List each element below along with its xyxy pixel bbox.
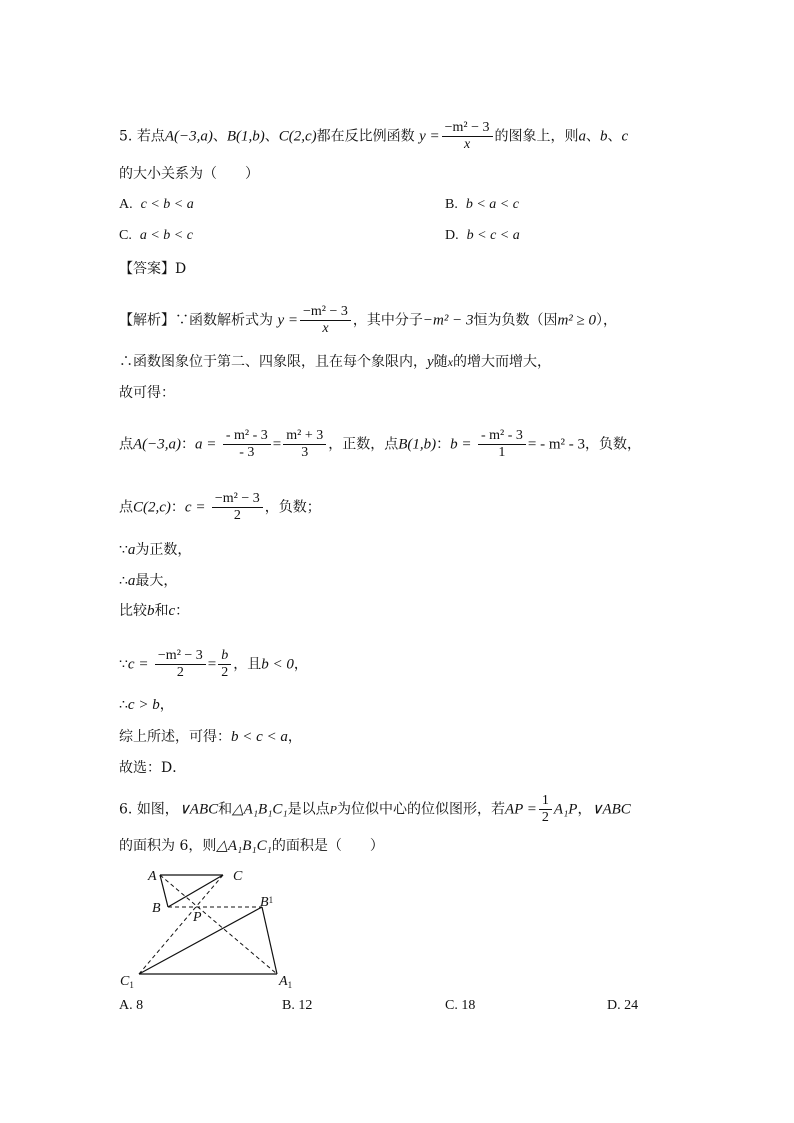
q5-analysis-l2-y: y bbox=[427, 354, 434, 370]
q5-sep2: 、 bbox=[264, 128, 279, 145]
q5-analysis-l4-f1num: - m² - 3 bbox=[223, 428, 271, 445]
q5-analysis-line9 bbox=[119, 648, 308, 681]
q5-analysis-l9-eq: = bbox=[207, 656, 217, 673]
q5-analysis-l11a: 综上所述，可得： bbox=[119, 729, 231, 745]
q5-analysis-l9a: ∵ bbox=[119, 656, 128, 673]
q6-tri1: ∨ABC bbox=[178, 801, 219, 818]
label-b: B bbox=[152, 901, 161, 916]
label-b1 bbox=[260, 895, 273, 910]
q5-func-fraction bbox=[442, 120, 493, 153]
q5-analysis-l4-mid: ，正数，点 bbox=[328, 436, 399, 453]
q5-analysis-l7b: 最大， bbox=[135, 573, 178, 589]
q5-analysis-l1-fraction bbox=[300, 304, 351, 337]
q5-analysis-l2c: 的增大而增大， bbox=[453, 354, 551, 370]
q5-point-c: C(2,c) bbox=[278, 128, 317, 145]
q6-tri4: △A₁B₁C₁ bbox=[216, 838, 272, 854]
q5-analysis-l6a: ∵ bbox=[119, 542, 128, 558]
q5-analysis-l4-f1den: - 3 bbox=[239, 445, 255, 460]
q5-analysis-l1-y: y = bbox=[277, 312, 298, 329]
dash-cc1 bbox=[139, 875, 223, 974]
q6-tri2: △A₁B₁C₁ bbox=[232, 801, 288, 818]
q5-analysis-l11b: ， bbox=[287, 729, 302, 745]
edge-b1a1 bbox=[262, 907, 277, 974]
q5-stem-part1: 若点 bbox=[136, 128, 165, 145]
q5-option-d-label: D. bbox=[445, 228, 459, 243]
q5-option-b-label: B. bbox=[445, 197, 458, 212]
label-c: C bbox=[233, 869, 243, 884]
q5-analysis-l8b: 和 bbox=[154, 603, 169, 619]
label-a: A bbox=[148, 869, 157, 884]
q5-analysis-l5-num: −m² − 3 bbox=[212, 491, 263, 508]
edge-bc bbox=[168, 875, 223, 907]
q5-analysis-l5-c: C(2,c) bbox=[133, 499, 171, 516]
q5-analysis-l10-expr: c > b bbox=[127, 697, 160, 713]
q5-analysis-l7a: ∴ bbox=[119, 573, 128, 589]
q6-ap: AP = bbox=[504, 801, 537, 818]
label-a1-letter: A bbox=[279, 974, 288, 989]
q5-analysis-l1b: ，其中分子 bbox=[352, 312, 423, 329]
q5-analysis-l5-colon: ： bbox=[170, 499, 185, 516]
q5-func-y: y = bbox=[419, 128, 440, 145]
q5-sep1: 、 bbox=[212, 128, 227, 145]
q5-analysis-l9-num: −m² − 3 bbox=[155, 648, 206, 665]
q5-stem-line2: 的大小关系为（ ） bbox=[119, 166, 259, 182]
q5-analysis-line3: 故可得： bbox=[119, 385, 175, 401]
q6-fraction bbox=[539, 793, 552, 826]
q6-stem-b: 和 bbox=[218, 801, 233, 818]
q5-analysis-line12: 故选：D． bbox=[119, 760, 187, 776]
q5-analysis-l4-frac2 bbox=[283, 428, 326, 461]
q5-analysis-l5-den: 2 bbox=[233, 508, 241, 523]
q5-sep4: 、 bbox=[607, 128, 622, 145]
q6-frac-den: 2 bbox=[541, 810, 549, 825]
q5-option-c[interactable] bbox=[119, 228, 193, 244]
q5-option-c-expr: a < b < c bbox=[139, 228, 193, 243]
q5-analysis-l4-eq: = bbox=[272, 436, 282, 453]
q5-analysis-line4 bbox=[119, 428, 641, 461]
q5-analysis-l9b: ，且 bbox=[233, 656, 262, 673]
q5-point-b: B(1,b) bbox=[226, 128, 265, 145]
q5-analysis-l4-tail: = - m² - 3 bbox=[527, 436, 586, 453]
q5-analysis-line8 bbox=[119, 601, 189, 621]
q5-analysis-l4-f2num: m² + 3 bbox=[283, 428, 326, 445]
q6-option-b[interactable]: B. 12 bbox=[282, 998, 313, 1013]
q5-analysis-l2a: ∴函数图象位于第二、四象限，且在每个象限内， bbox=[119, 354, 427, 370]
q5-option-d[interactable] bbox=[445, 228, 520, 244]
q5-option-a[interactable] bbox=[119, 197, 194, 213]
q5-option-c-label: C. bbox=[119, 228, 132, 243]
q5-analysis-l10b: ， bbox=[159, 697, 174, 713]
label-b1-letter: B bbox=[260, 895, 269, 910]
q5-analysis-l1-expr: −m² − 3 bbox=[422, 312, 474, 329]
q5-analysis-l4-pt: 点 bbox=[119, 436, 133, 453]
q5-analysis-l1c: 恒为负数（因 bbox=[473, 312, 558, 329]
label-c1-letter: C bbox=[120, 974, 130, 989]
q5-var-a: a bbox=[578, 128, 587, 145]
q5-analysis-l9-den2: 2 bbox=[221, 665, 229, 680]
q5-analysis-l4-aeq: a = bbox=[195, 436, 217, 453]
q6-option-c[interactable]: C. 18 bbox=[445, 998, 476, 1013]
q6-stem-d: 为位似中心的位似图形，若 bbox=[336, 801, 505, 818]
q6-geometry-figure bbox=[112, 864, 312, 990]
q5-analysis-l8-b: b bbox=[147, 603, 155, 619]
q5-analysis-line5 bbox=[119, 491, 321, 524]
q5-analysis-l2b: 随 bbox=[433, 354, 448, 370]
q6-stem-line2a: 的面积为 6，则 bbox=[119, 838, 217, 854]
q5-analysis-l9-den: 2 bbox=[176, 665, 184, 680]
q5-point-a: A(−3,a) bbox=[164, 128, 213, 145]
q5-analysis-l9-cond: b < 0 bbox=[261, 656, 294, 673]
q5-option-d-expr: b < c < a bbox=[466, 228, 520, 243]
q5-analysis-l1-den: x bbox=[322, 321, 329, 336]
q5-analysis-l4-end: ，负数， bbox=[585, 436, 642, 453]
q6-frac-num: 1 bbox=[539, 793, 552, 810]
q5-analysis-l5-frac bbox=[212, 491, 263, 524]
q5-sep3: 、 bbox=[586, 128, 601, 145]
q5-number: 5. bbox=[119, 128, 133, 145]
q5-analysis-l6b: 为正数， bbox=[135, 542, 192, 558]
q5-analysis-l9-ceq: c = bbox=[127, 656, 149, 673]
q5-option-a-expr: c < b < a bbox=[140, 197, 194, 212]
q5-analysis-line10 bbox=[119, 695, 174, 715]
q5-analysis-line11 bbox=[119, 727, 302, 747]
q5-analysis-l4-colon2: ： bbox=[436, 436, 451, 453]
label-a1-sub: 1 bbox=[287, 980, 293, 990]
q5-var-b: b bbox=[600, 128, 608, 145]
q5-analysis-l5-end: ，负数； bbox=[264, 499, 321, 516]
q5-analysis-label: 【解析】 bbox=[119, 312, 175, 329]
q5-analysis-l9c: ， bbox=[293, 656, 308, 673]
q5-analysis-l4-f3den: 1 bbox=[498, 445, 506, 460]
q5-analysis-l8c: ： bbox=[175, 603, 190, 619]
q5-analysis-l1-cond: m² ≥ 0 bbox=[557, 312, 597, 329]
q5-analysis-l9-frac2 bbox=[218, 648, 231, 681]
q6-stem-line2b: 的面积是（ ） bbox=[271, 838, 384, 854]
q5-analysis-l11-expr: b < c < a bbox=[231, 729, 288, 745]
q6-stem-a: 如图， bbox=[136, 801, 179, 818]
q6-stem-line1 bbox=[119, 793, 631, 826]
q5-analysis-line7 bbox=[119, 571, 177, 591]
label-p: P bbox=[193, 910, 202, 925]
q5-analysis-l6-a: a bbox=[127, 542, 136, 558]
q5-analysis-line2 bbox=[119, 352, 551, 372]
q5-option-b-expr: b < a < c bbox=[465, 197, 519, 212]
q6-stem-line2 bbox=[119, 836, 384, 856]
q5-analysis-l4-a: A(−3,a) bbox=[133, 436, 182, 453]
q5-stem-part2: 都在反比例函数 bbox=[316, 128, 415, 145]
q5-analysis-l5-ceq: c = bbox=[184, 499, 206, 516]
q5-analysis-l8a: 比较 bbox=[119, 603, 147, 619]
q6-number: 6. bbox=[119, 801, 133, 818]
q5-analysis-l4-frac3 bbox=[478, 428, 526, 461]
q5-analysis-l4-frac1 bbox=[223, 428, 271, 461]
dash-aa1 bbox=[160, 875, 277, 974]
q6-option-a[interactable]: A. 8 bbox=[119, 998, 144, 1013]
q5-var-c: c bbox=[621, 128, 629, 145]
q5-analysis-l4-f2den: 3 bbox=[301, 445, 309, 460]
label-a1 bbox=[278, 974, 292, 990]
q6-stem-e: ， bbox=[577, 801, 592, 818]
q6-point-p: P bbox=[329, 802, 337, 817]
q5-analysis-l1a: ∵函数解析式为 bbox=[175, 312, 273, 329]
q5-analysis-l8-c: c bbox=[168, 603, 176, 619]
q5-option-a-label: A. bbox=[119, 197, 133, 212]
q5-analysis-l5-pt: 点 bbox=[119, 499, 133, 516]
q5-analysis-l4-f3num: - m² - 3 bbox=[478, 428, 526, 445]
label-c1 bbox=[120, 974, 134, 990]
q5-analysis-line6 bbox=[119, 540, 191, 560]
q5-analysis-l4-colon: ： bbox=[181, 436, 196, 453]
q6-stem-c: 是以点 bbox=[287, 801, 330, 818]
q5-analysis-l9-num2: b bbox=[218, 648, 231, 665]
q5-option-b[interactable] bbox=[445, 197, 519, 213]
q5-func-num: −m² − 3 bbox=[442, 120, 493, 137]
q5-analysis-l1d: ）， bbox=[596, 312, 618, 329]
q5-analysis-l9-frac1 bbox=[155, 648, 206, 681]
q5-stem-part3: 的图象上，则 bbox=[494, 128, 579, 145]
q5-analysis-l4-b: B(1,b) bbox=[398, 436, 437, 453]
q5-analysis-l2-x: x bbox=[447, 355, 453, 369]
q5-answer: 【答案】D bbox=[119, 261, 187, 277]
q6-option-d[interactable]: D. 24 bbox=[607, 998, 639, 1013]
label-c1-sub: 1 bbox=[129, 980, 134, 990]
q5-stem-line1 bbox=[119, 120, 628, 153]
edge-ab bbox=[160, 875, 168, 907]
q6-a1p: A₁P bbox=[553, 801, 578, 818]
q5-analysis-l10a: ∴ bbox=[119, 697, 128, 713]
q6-tri3: ∨ABC bbox=[591, 801, 631, 818]
q5-analysis-l1-num: −m² − 3 bbox=[300, 304, 351, 321]
label-b1-sub: 1 bbox=[268, 895, 274, 905]
q5-analysis-line1 bbox=[119, 304, 617, 337]
q5-analysis-l4-beq: b = bbox=[450, 436, 472, 453]
q5-func-den: x bbox=[463, 137, 471, 152]
q5-analysis-l7-a: a bbox=[127, 573, 136, 589]
